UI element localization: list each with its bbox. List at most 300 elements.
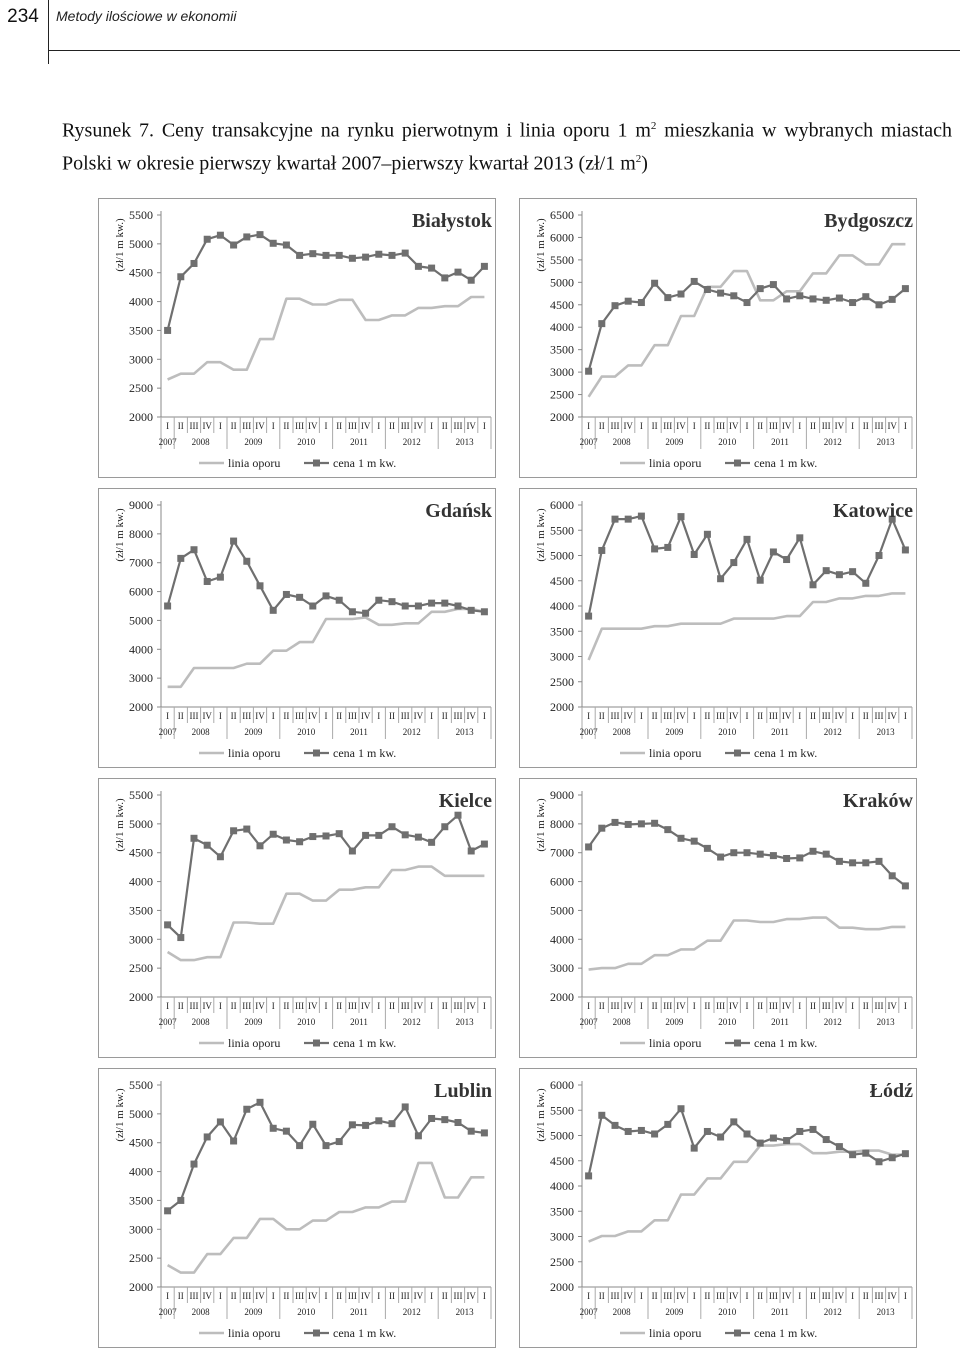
year-label: 2009 [244,1017,263,1027]
y-tick-label: 3500 [550,1204,574,1219]
data-point-cena [177,934,184,941]
quarter-label: IV [360,1291,371,1301]
legend-label-cena: cena 1 m kw. [754,746,818,760]
year-label: 2009 [244,727,263,737]
quarter-label: II [651,1001,658,1011]
data-point-cena [744,1130,751,1137]
quarter-label: III [400,1001,410,1011]
quarter-label: II [651,1291,658,1301]
data-point-cena [836,1143,843,1150]
figure-caption [62,112,952,177]
y-axis-label: (zł/1 m kw.) [114,218,126,272]
quarter-label: II [651,711,658,721]
data-point-cena [757,851,764,858]
quarter-label: I [166,421,170,431]
data-point-cena [638,299,645,306]
quarter-label: IV [887,711,897,721]
data-point-cena [481,263,488,270]
series-line-linia-oporu [589,244,906,397]
quarter-label: I [903,711,907,721]
chart-svg [520,199,916,477]
data-point-cena [455,812,462,819]
data-point-cena [243,233,250,240]
year-label: 2007 [579,1307,598,1317]
quarter-label: I [377,421,381,431]
data-point-cena [441,600,448,607]
data-point-cena [691,838,698,845]
y-tick-label: 2000 [129,700,153,714]
data-point-cena [744,299,751,306]
quarter-label: III [347,1291,357,1301]
quarter-label: II [336,1001,343,1011]
data-point-cena [651,820,658,827]
quarter-label: I [430,1291,434,1301]
legend-label-cena: cena 1 m kw. [333,746,397,760]
quarter-label: IV [202,421,212,431]
year-label: 2009 [665,727,684,737]
data-point-cena [612,1122,619,1129]
data-point-cena [164,327,171,334]
data-point-cena [257,842,264,849]
y-tick-label: 9000 [129,498,153,512]
data-point-cena [270,1125,277,1132]
quarter-label: III [610,711,620,721]
year-label: 2013 [455,437,474,447]
y-tick-label: 2000 [129,410,153,424]
page-number: 234 [7,6,39,27]
quarter-label: IV [729,1291,739,1301]
quarter-label: IV [255,421,265,431]
quarter-label: III [663,1001,673,1011]
data-point-cena [402,831,409,838]
chart-panel-6 [98,1068,496,1348]
data-point-cena [481,841,488,848]
year-label: 2013 [455,1307,474,1317]
year-label: 2011 [350,437,368,447]
data-point-cena [296,594,303,601]
y-tick-label: 4000 [550,1179,574,1193]
quarter-label: III [295,1001,305,1011]
data-point-cena [704,531,711,538]
quarter-label: III [716,1001,726,1011]
data-point-cena [638,1127,645,1134]
data-point-cena [704,286,711,293]
data-point-cena [323,252,330,259]
quarter-label: IV [781,421,792,431]
quarter-label: III [242,421,252,431]
data-point-cena [810,581,817,588]
data-point-cena [323,1142,330,1149]
data-point-cena [283,837,290,844]
quarter-label: IV [729,711,739,721]
y-tick-label: 5000 [129,613,153,628]
quarter-label: II [598,1291,605,1301]
quarter-label: III [610,421,620,431]
legend-label-cena: cena 1 m kw. [754,456,818,470]
y-tick-label: 5500 [129,1078,153,1092]
quarter-label: II [757,711,764,721]
year-label: 2008 [612,1307,631,1317]
y-tick-label: 3000 [129,352,153,367]
quarter-label: I [903,421,907,431]
data-point-cena [889,872,896,879]
quarter-label: IV [466,1291,476,1301]
data-point-cena [598,825,605,832]
chart-title: Łódź [869,1080,913,1102]
legend-marker-cena [313,460,320,467]
y-tick-label: 4500 [129,1135,153,1150]
y-tick-label: 3000 [550,365,574,380]
running-title: Metody ilościowe w ekonomii [56,8,237,24]
year-label: 2010 [718,1017,737,1027]
data-point-cena [243,826,250,833]
data-point-cena [191,546,198,553]
caption-sup-1: 2 [650,120,657,132]
quarter-label: IV [623,421,633,431]
data-point-cena [664,294,671,301]
quarter-label: II [862,1291,869,1301]
data-point-cena [375,832,382,839]
y-tick-label: 6000 [129,584,153,599]
quarter-label: III [821,421,831,431]
quarter-label: I [587,1001,591,1011]
year-label: 2008 [612,1017,631,1027]
y-tick-label: 4000 [550,320,574,335]
data-point-cena [612,302,619,309]
data-point-cena [823,1136,830,1143]
legend-label-cena: cena 1 m kw. [333,1326,397,1340]
data-point-cena [468,1128,475,1135]
year-label: 2012 [823,1307,842,1317]
data-point-cena [481,1129,488,1136]
quarter-label: I [903,1291,907,1301]
data-point-cena [664,1121,671,1128]
data-point-cena [730,292,737,299]
quarter-label: IV [729,1001,739,1011]
quarter-label: I [377,1001,381,1011]
quarter-label: I [587,711,591,721]
series-line-cena [168,1102,485,1211]
quarter-label: II [810,1291,816,1301]
chart-panel-1 [519,198,917,478]
year-label: 2012 [402,727,421,737]
data-point-cena [164,1207,171,1214]
quarter-label: IV [413,421,424,431]
quarter-label: III [295,711,305,721]
quarter-label: I [798,1291,802,1301]
year-label: 2009 [665,1017,684,1027]
data-point-cena [362,254,369,261]
data-point-cena [862,580,869,587]
caption-text-2: mieszkania w wybranych miastach Polski w okresie pierwszy kwartał 2007–pierwszy kwartał 2013 (zł/1 m [62,119,952,175]
series-line-linia-oporu [589,918,906,970]
quarter-label: III [242,1001,252,1011]
legend-label-linia-oporu: linia oporu [228,1326,281,1340]
quarter-label: I [324,421,328,431]
legend-marker-cena [734,750,741,757]
quarter-label: I [271,711,275,721]
data-point-cena [625,1128,632,1135]
quarter-label: III [189,1291,199,1301]
quarter-label: I [798,421,802,431]
quarter-label: III [821,711,831,721]
quarter-label: II [757,1001,764,1011]
y-tick-label: 7000 [129,555,153,570]
data-point-cena [283,591,290,598]
year-label: 2007 [158,727,177,737]
year-label: 2008 [191,437,210,447]
quarter-label: II [757,421,764,431]
y-tick-label: 3500 [129,1193,153,1208]
series-line-linia-oporu [168,1163,485,1273]
y-tick-label: 4000 [550,599,574,613]
y-tick-label: 3000 [550,649,574,664]
data-point-cena [283,242,290,249]
data-point-cena [177,273,184,280]
legend-label-linia-oporu: linia oporu [228,1036,281,1050]
data-point-cena [823,851,830,858]
y-tick-label: 3000 [129,1222,153,1237]
quarter-label: III [347,1001,357,1011]
quarter-label: IV [255,711,265,721]
data-point-cena [230,1137,237,1144]
quarter-label: II [757,1291,764,1301]
y-axis-label: (zł/1 m kw.) [114,798,126,852]
data-point-cena [362,832,369,839]
quarter-label: IV [834,1001,845,1011]
quarter-label: III [768,711,778,721]
quarter-label: I [798,711,802,721]
quarter-label: I [482,1291,486,1301]
y-axis-label: (zł/1 m kw.) [535,508,547,562]
data-point-cena [889,1154,896,1161]
quarter-label: I [851,711,855,721]
data-point-cena [585,843,592,850]
quarter-label: III [295,1291,305,1301]
y-tick-label: 3500 [129,323,153,338]
data-point-cena [796,1128,803,1135]
year-label: 2009 [244,1307,263,1317]
chart-title: Katowice [833,500,913,522]
quarter-label: III [295,421,305,431]
y-tick-label: 2500 [550,1254,574,1269]
y-tick-label: 4500 [550,297,574,312]
legend-label-cena: cena 1 m kw. [333,456,397,470]
quarter-label: I [324,1291,328,1301]
y-tick-label: 4000 [550,932,574,947]
data-point-cena [323,592,330,599]
chart-title: Kraków [843,790,913,812]
quarter-label: III [242,1291,252,1301]
data-point-cena [309,603,316,610]
chart-title: Kielce [438,790,492,812]
quarter-label: III [716,1291,726,1301]
data-point-cena [876,1158,883,1165]
quarter-label: IV [308,711,318,721]
y-tick-label: 2000 [129,990,153,1004]
quarter-label: III [453,1291,463,1301]
quarter-label: IV [202,711,212,721]
data-point-cena [796,292,803,299]
quarter-label: III [768,1001,778,1011]
data-point-cena [296,838,303,845]
data-point-cena [204,236,211,243]
quarter-label: II [598,1001,605,1011]
y-tick-label: 3500 [550,624,574,639]
year-label: 2008 [191,727,210,737]
data-point-cena [876,301,883,308]
quarter-label: IV [834,711,845,721]
data-point-cena [625,298,632,305]
year-label: 2007 [158,1307,177,1317]
data-point-cena [810,848,817,855]
y-axis-label: (zł/1 m kw.) [114,1088,126,1142]
quarter-label: I [218,421,222,431]
quarter-label: I [430,711,434,721]
data-point-cena [468,277,475,284]
chart-panel-0 [98,198,496,478]
data-point-cena [902,1150,909,1157]
y-tick-label: 4000 [129,874,153,889]
data-point-cena [441,823,448,830]
data-point-cena [638,513,645,520]
quarter-label: I [218,1291,222,1301]
quarter-label: IV [623,1291,633,1301]
quarter-label: I [324,1001,328,1011]
year-label: 2012 [823,727,842,737]
quarter-label: I [692,711,696,721]
quarter-label: IV [202,1291,212,1301]
quarter-label: I [482,1001,486,1011]
data-point-cena [717,575,724,582]
quarter-label: II [598,421,605,431]
data-point-cena [585,368,592,375]
quarter-label: II [862,1001,869,1011]
year-label: 2010 [297,1017,316,1027]
data-point-cena [717,290,724,297]
year-label: 2010 [718,727,737,737]
quarter-label: II [177,1291,184,1301]
data-point-cena [217,232,224,239]
y-tick-label: 4500 [129,845,153,860]
chart-svg [520,489,916,767]
quarter-label: I [587,421,591,431]
data-point-cena [217,853,224,860]
legend-label-linia-oporu: linia oporu [649,456,702,470]
data-point-cena [810,1126,817,1133]
quarter-label: I [639,1001,643,1011]
data-point-cena [862,1150,869,1157]
quarter-label: II [862,711,869,721]
data-point-cena [389,1120,396,1127]
y-tick-label: 5500 [550,1103,574,1118]
data-point-cena [415,603,422,610]
data-point-cena [783,556,790,563]
year-label: 2011 [771,1307,789,1317]
quarter-label: IV [676,421,686,431]
quarter-label: I [639,421,643,431]
chart-svg [520,1069,916,1347]
data-point-cena [823,567,830,574]
quarter-label: I [851,421,855,431]
quarter-label: III [663,1291,673,1301]
quarter-label: I [271,1001,275,1011]
quarter-label: I [482,421,486,431]
chart-panel-5 [519,778,917,1058]
data-point-cena [217,574,224,581]
y-tick-label: 2000 [550,1280,574,1294]
quarter-label: I [377,1291,381,1301]
quarter-label: I [587,1291,591,1301]
quarter-label: II [810,711,816,721]
quarter-label: IV [466,711,476,721]
data-point-cena [375,251,382,258]
y-tick-label: 5000 [550,903,574,918]
year-label: 2013 [876,1017,895,1027]
quarter-label: II [177,421,184,431]
data-point-cena [191,1161,198,1168]
y-tick-label: 2500 [550,387,574,402]
year-label: 2007 [579,727,598,737]
data-point-cena [849,568,856,575]
data-point-cena [296,252,303,259]
quarter-label: III [453,711,463,721]
data-point-cena [415,1132,422,1139]
quarter-label: IV [308,421,318,431]
y-axis-label: (zł/1 m kw.) [535,218,547,272]
quarter-label: I [271,1291,275,1301]
data-point-cena [389,823,396,830]
data-point-cena [849,859,856,866]
data-point-cena [468,847,475,854]
year-label: 2007 [579,1017,598,1027]
y-tick-label: 3500 [550,342,574,357]
year-label: 2008 [612,727,631,737]
legend-marker-cena [734,460,741,467]
quarter-label: I [903,1001,907,1011]
data-point-cena [402,603,409,610]
data-point-cena [270,831,277,838]
quarter-label: II [230,421,237,431]
data-point-cena [428,600,435,607]
data-point-cena [309,833,316,840]
data-point-cena [481,608,488,615]
data-point-cena [349,1121,356,1128]
series-line-cena [589,516,906,616]
data-point-cena [230,827,237,834]
legend-label-linia-oporu: linia oporu [649,746,702,760]
data-point-cena [296,1142,303,1149]
data-point-cena [678,1105,685,1112]
y-tick-label: 4000 [129,1164,153,1179]
quarter-label: IV [834,1291,845,1301]
quarter-label: IV [466,1001,476,1011]
data-point-cena [468,607,475,614]
y-tick-label: 3500 [129,903,153,918]
chart-title: Bydgoszcz [824,210,913,232]
year-label: 2010 [718,1307,737,1317]
quarter-label: I [692,421,696,431]
data-point-cena [810,295,817,302]
chart-svg [99,489,495,767]
y-tick-label: 3000 [129,932,153,947]
y-tick-label: 4000 [129,294,153,309]
data-point-cena [902,546,909,553]
year-label: 2013 [876,727,895,737]
data-point-cena [836,295,843,302]
legend-label-linia-oporu: linia oporu [649,1036,702,1050]
data-point-cena [455,269,462,276]
